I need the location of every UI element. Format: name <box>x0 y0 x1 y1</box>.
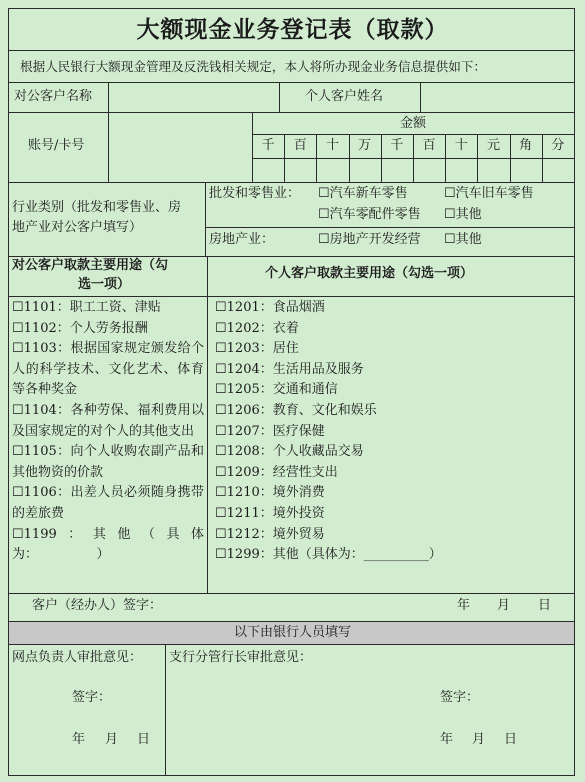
bank-section-header: 以下由银行人员填写 <box>233 625 351 640</box>
amount-digit-field-9[interactable] <box>544 160 572 180</box>
personal-usage-option-9[interactable]: ☐1210：境外消费 <box>215 485 325 501</box>
corp-usage-option-0[interactable]: ☐1101：职工工资、津贴 <box>12 300 161 315</box>
personal-usage-option-5[interactable]: ☐1206：教育、文化和娱乐 <box>215 402 377 418</box>
corp-usage-option-5[interactable]: ☐1106：出差人员必须随身携带的差旅费 <box>12 485 204 521</box>
customer-signature-field[interactable] <box>190 596 440 618</box>
branch-head-sign-label: 签字： <box>72 690 112 705</box>
personal-usage-option-2[interactable]: ☐1203：居住 <box>215 341 299 357</box>
vice-president-year: 年 <box>440 732 454 747</box>
amount-digit-field-0[interactable] <box>254 160 282 180</box>
intro-text: 根据人民银行大额现金管理及反洗钱相关规定，本人将所办现金业务信息提供如下： <box>20 59 486 74</box>
personal-usage-option-7[interactable]: ☐1208：个人收藏品交易 <box>215 444 364 460</box>
amount-unit-9: 分 <box>551 138 565 153</box>
personal-usage-option-6[interactable]: ☐1207：医疗保健 <box>215 423 325 439</box>
corp-name-field[interactable] <box>110 84 276 110</box>
corp-usage-option-1[interactable]: ☐1102：个人劳务报酬 <box>12 320 148 336</box>
personal-usage-header: 个人客户取款主要用途（勾选一项） <box>265 266 474 281</box>
corp-usage-option-2[interactable]: ☐1103：根据国家规定颁发给个人的科学技术、文化艺术、体育等各种奖金 <box>12 341 204 398</box>
amount-digit-field-4[interactable] <box>383 160 411 180</box>
amount-digit-field-3[interactable] <box>351 160 379 180</box>
person-name-field[interactable] <box>422 84 572 110</box>
amount-unit-1: 百 <box>293 138 307 153</box>
customer-signature-label: 客户（经办人）签字： <box>32 598 163 613</box>
corp-usage-header-line2: 选一项） <box>78 277 131 292</box>
amount-digit-field-1[interactable] <box>286 160 314 180</box>
amount-digit-field-7[interactable] <box>479 160 507 180</box>
option-new-car[interactable]: ☐汽车新车零售 <box>318 186 408 201</box>
personal-usage-option-8[interactable]: ☐1209：经营性支出 <box>215 464 338 480</box>
amount-digit-field-6[interactable] <box>447 160 475 180</box>
personal-usage-option-3[interactable]: ☐1204：生活用品及服务 <box>215 361 364 377</box>
account-label: 账号/卡号 <box>28 138 85 153</box>
personal-usage-option-1[interactable]: ☐1202：衣着 <box>215 320 299 336</box>
vice-president-opinion-label: 支行分管行长审批意见： <box>169 650 313 665</box>
corp-usage-option-3[interactable]: ☐1104：各种劳保、福利费用以及国家规定的对个人的其他支出 <box>12 402 204 439</box>
personal-usage-option-11[interactable]: ☐1212：境外贸易 <box>215 526 325 542</box>
signature-year: 年 <box>457 598 471 613</box>
wholesale-label: 批发和零售业： <box>209 186 301 201</box>
amount-unit-7: 元 <box>486 138 500 153</box>
signature-month: 月 <box>497 598 511 613</box>
industry-label-line1: 行业类别（批发和零售业、房 <box>12 200 182 215</box>
vice-president-sign-label: 签字： <box>440 690 480 705</box>
industry-label-line2: 地产业对公客户填写） <box>12 220 143 235</box>
amount-digit-field-8[interactable] <box>512 160 540 180</box>
amount-unit-6: 十 <box>454 138 468 153</box>
option-realestate-dev[interactable]: ☐房地产开发经营 <box>318 232 421 247</box>
corp-usage-option-6[interactable]: ☐1199：其他（具体为： ） <box>12 526 204 563</box>
form-title: 大额现金业务登记表（取款） <box>136 16 449 43</box>
corp-usage-header-line1: 对公客户取款主要用途（勾 <box>12 258 169 273</box>
signature-day: 日 <box>538 598 552 613</box>
personal-usage-option-12[interactable]: ☐1299：其他（具体为：__________） <box>215 547 442 563</box>
amount-unit-8: 角 <box>519 138 533 153</box>
corp-name-label: 对公客户名称 <box>14 89 93 104</box>
personal-usage-list <box>215 298 570 566</box>
personal-usage-option-0[interactable]: ☐1201：食品烟酒 <box>215 300 325 315</box>
personal-usage-option-4[interactable]: ☐1205：交通和通信 <box>215 382 338 398</box>
option-car-parts[interactable]: ☐汽车零配件零售 <box>318 207 421 222</box>
branch-head-day: 日 <box>137 732 151 747</box>
amount-unit-5: 百 <box>422 138 436 153</box>
amount-unit-3: 万 <box>358 138 372 153</box>
amount-unit-0: 千 <box>261 138 275 153</box>
corp-usage-option-4[interactable]: ☐1105：向个人收购农副产品和其他物资的价款 <box>12 444 204 480</box>
option-used-car[interactable]: ☐汽车旧车零售 <box>444 186 534 201</box>
branch-head-month: 月 <box>105 732 119 747</box>
personal-usage-option-10[interactable]: ☐1211：境外投资 <box>215 505 325 521</box>
branch-head-opinion-label: 网点负责人审批意见： <box>12 650 143 665</box>
amount-unit-2: 十 <box>325 138 339 153</box>
vice-president-day: 日 <box>504 732 518 747</box>
corp-usage-list <box>12 298 204 566</box>
vice-president-month: 月 <box>472 732 486 747</box>
realestate-label: 房地产业： <box>209 232 275 247</box>
option-wholesale-other[interactable]: ☐其他 <box>444 207 482 222</box>
person-name-label: 个人客户姓名 <box>305 89 384 104</box>
amount-digit-field-2[interactable] <box>318 160 346 180</box>
option-realestate-other[interactable]: ☐其他 <box>444 232 482 247</box>
amount-digit-field-5[interactable] <box>415 160 443 180</box>
amount-unit-4: 千 <box>390 138 404 153</box>
account-field[interactable] <box>110 114 250 180</box>
branch-head-year: 年 <box>72 732 86 747</box>
amount-label: 金额 <box>399 116 426 131</box>
